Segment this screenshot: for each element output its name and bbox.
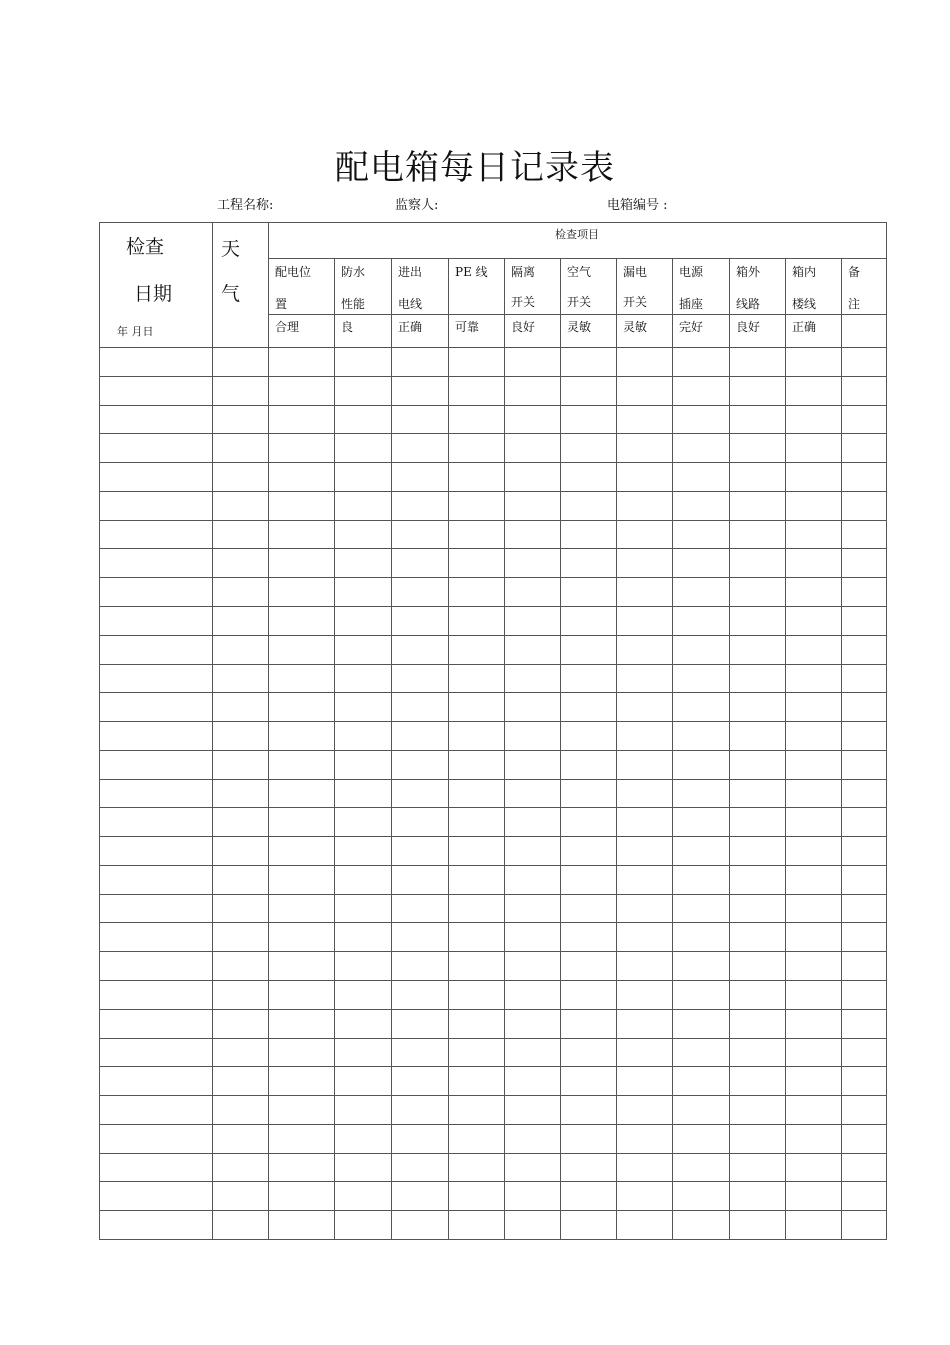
- table-row-line: [99, 491, 887, 492]
- table-row-line: [99, 548, 887, 549]
- table-row-line: [99, 520, 887, 521]
- page-title: 配电箱每日记录表: [335, 148, 615, 188]
- project-name-label: 工程名称:: [217, 198, 274, 213]
- column-header-line1: 箱内: [792, 265, 817, 279]
- table-row-line: [99, 606, 887, 607]
- header-divider: [268, 314, 886, 315]
- column-criterion: 灵敏: [623, 320, 648, 334]
- column-criterion: 可靠: [455, 320, 480, 334]
- table-border-right: [886, 222, 887, 1239]
- table-row-line: [99, 865, 887, 866]
- table-row-line: [99, 433, 887, 434]
- table-row-line: [99, 980, 887, 981]
- table-row-line: [99, 664, 887, 665]
- column-header-line2: 开关: [567, 295, 592, 309]
- column-criterion: 良: [341, 320, 354, 334]
- table-row-line: [99, 577, 887, 578]
- column-header-line1: 电源: [679, 265, 704, 279]
- table-row-line: [99, 692, 887, 693]
- date-header-line2: 日期: [134, 283, 173, 305]
- box-number-label: 电箱编号 :: [607, 198, 668, 213]
- column-header-line1: 漏电: [623, 265, 648, 279]
- column-header-line1: 配电位: [275, 265, 312, 279]
- table-row-line: [99, 951, 887, 952]
- column-criterion: 完好: [679, 320, 704, 334]
- date-format-label: 年 月日: [117, 325, 154, 338]
- column-criterion: 灵敏: [567, 320, 592, 334]
- column-header-line1: 箱外: [736, 265, 761, 279]
- column-header-line2: 注: [848, 297, 861, 311]
- table-row-line: [99, 721, 887, 722]
- column-criterion: 正确: [398, 320, 423, 334]
- column-header-line2: 楼线: [792, 297, 817, 311]
- table-row-line: [99, 1210, 887, 1211]
- table-row-line: [99, 1153, 887, 1154]
- column-header-line1: 备: [848, 265, 861, 279]
- column-criterion: 良好: [736, 320, 761, 334]
- column-header-line2: 电线: [398, 297, 423, 311]
- column-criterion: 正确: [792, 320, 817, 334]
- table-border-bottom: [99, 1239, 887, 1240]
- inspector-label: 监察人:: [395, 198, 439, 213]
- column-header-line2: 置: [275, 297, 288, 311]
- table-border-left: [99, 222, 100, 1239]
- table-row-line: [99, 894, 887, 895]
- table-row-line: [99, 779, 887, 780]
- table-border-top: [99, 222, 887, 223]
- header-divider: [268, 258, 886, 259]
- column-header-line1: PE 线: [455, 265, 488, 279]
- table-row-line: [99, 1066, 887, 1067]
- column-criterion: 良好: [511, 320, 536, 334]
- column-divider: [268, 222, 269, 1239]
- inspection-items-header: 检查项目: [555, 228, 599, 241]
- column-criterion: 合理: [275, 320, 300, 334]
- column-header-line1: 空气: [567, 265, 592, 279]
- table-row-line: [99, 462, 887, 463]
- table-row-line: [99, 807, 887, 808]
- table-row-line: [99, 347, 887, 348]
- table-row-line: [99, 1181, 887, 1182]
- date-header-line1: 检查: [126, 236, 165, 258]
- table-row-line: [99, 1009, 887, 1010]
- column-divider: [212, 222, 213, 1239]
- column-header-line2: 开关: [623, 295, 648, 309]
- column-header-line1: 防水: [341, 265, 366, 279]
- weather-header-line2: 气: [221, 283, 241, 305]
- table-row-line: [99, 836, 887, 837]
- table-row-line: [99, 1038, 887, 1039]
- table-row-line: [99, 405, 887, 406]
- column-header-line1: 进出: [398, 265, 423, 279]
- weather-header-line1: 天: [221, 238, 241, 260]
- table-row-line: [99, 1095, 887, 1096]
- table-row-line: [99, 1124, 887, 1125]
- column-header-line2: 线路: [736, 297, 761, 311]
- column-header-line2: 开关: [511, 295, 536, 309]
- table-row-line: [99, 376, 887, 377]
- table-row-line: [99, 922, 887, 923]
- column-header-line2: 插座: [679, 297, 704, 311]
- column-header-line2: 性能: [341, 297, 366, 311]
- column-header-line1: 隔离: [511, 265, 536, 279]
- table-row-line: [99, 750, 887, 751]
- table-row-line: [99, 635, 887, 636]
